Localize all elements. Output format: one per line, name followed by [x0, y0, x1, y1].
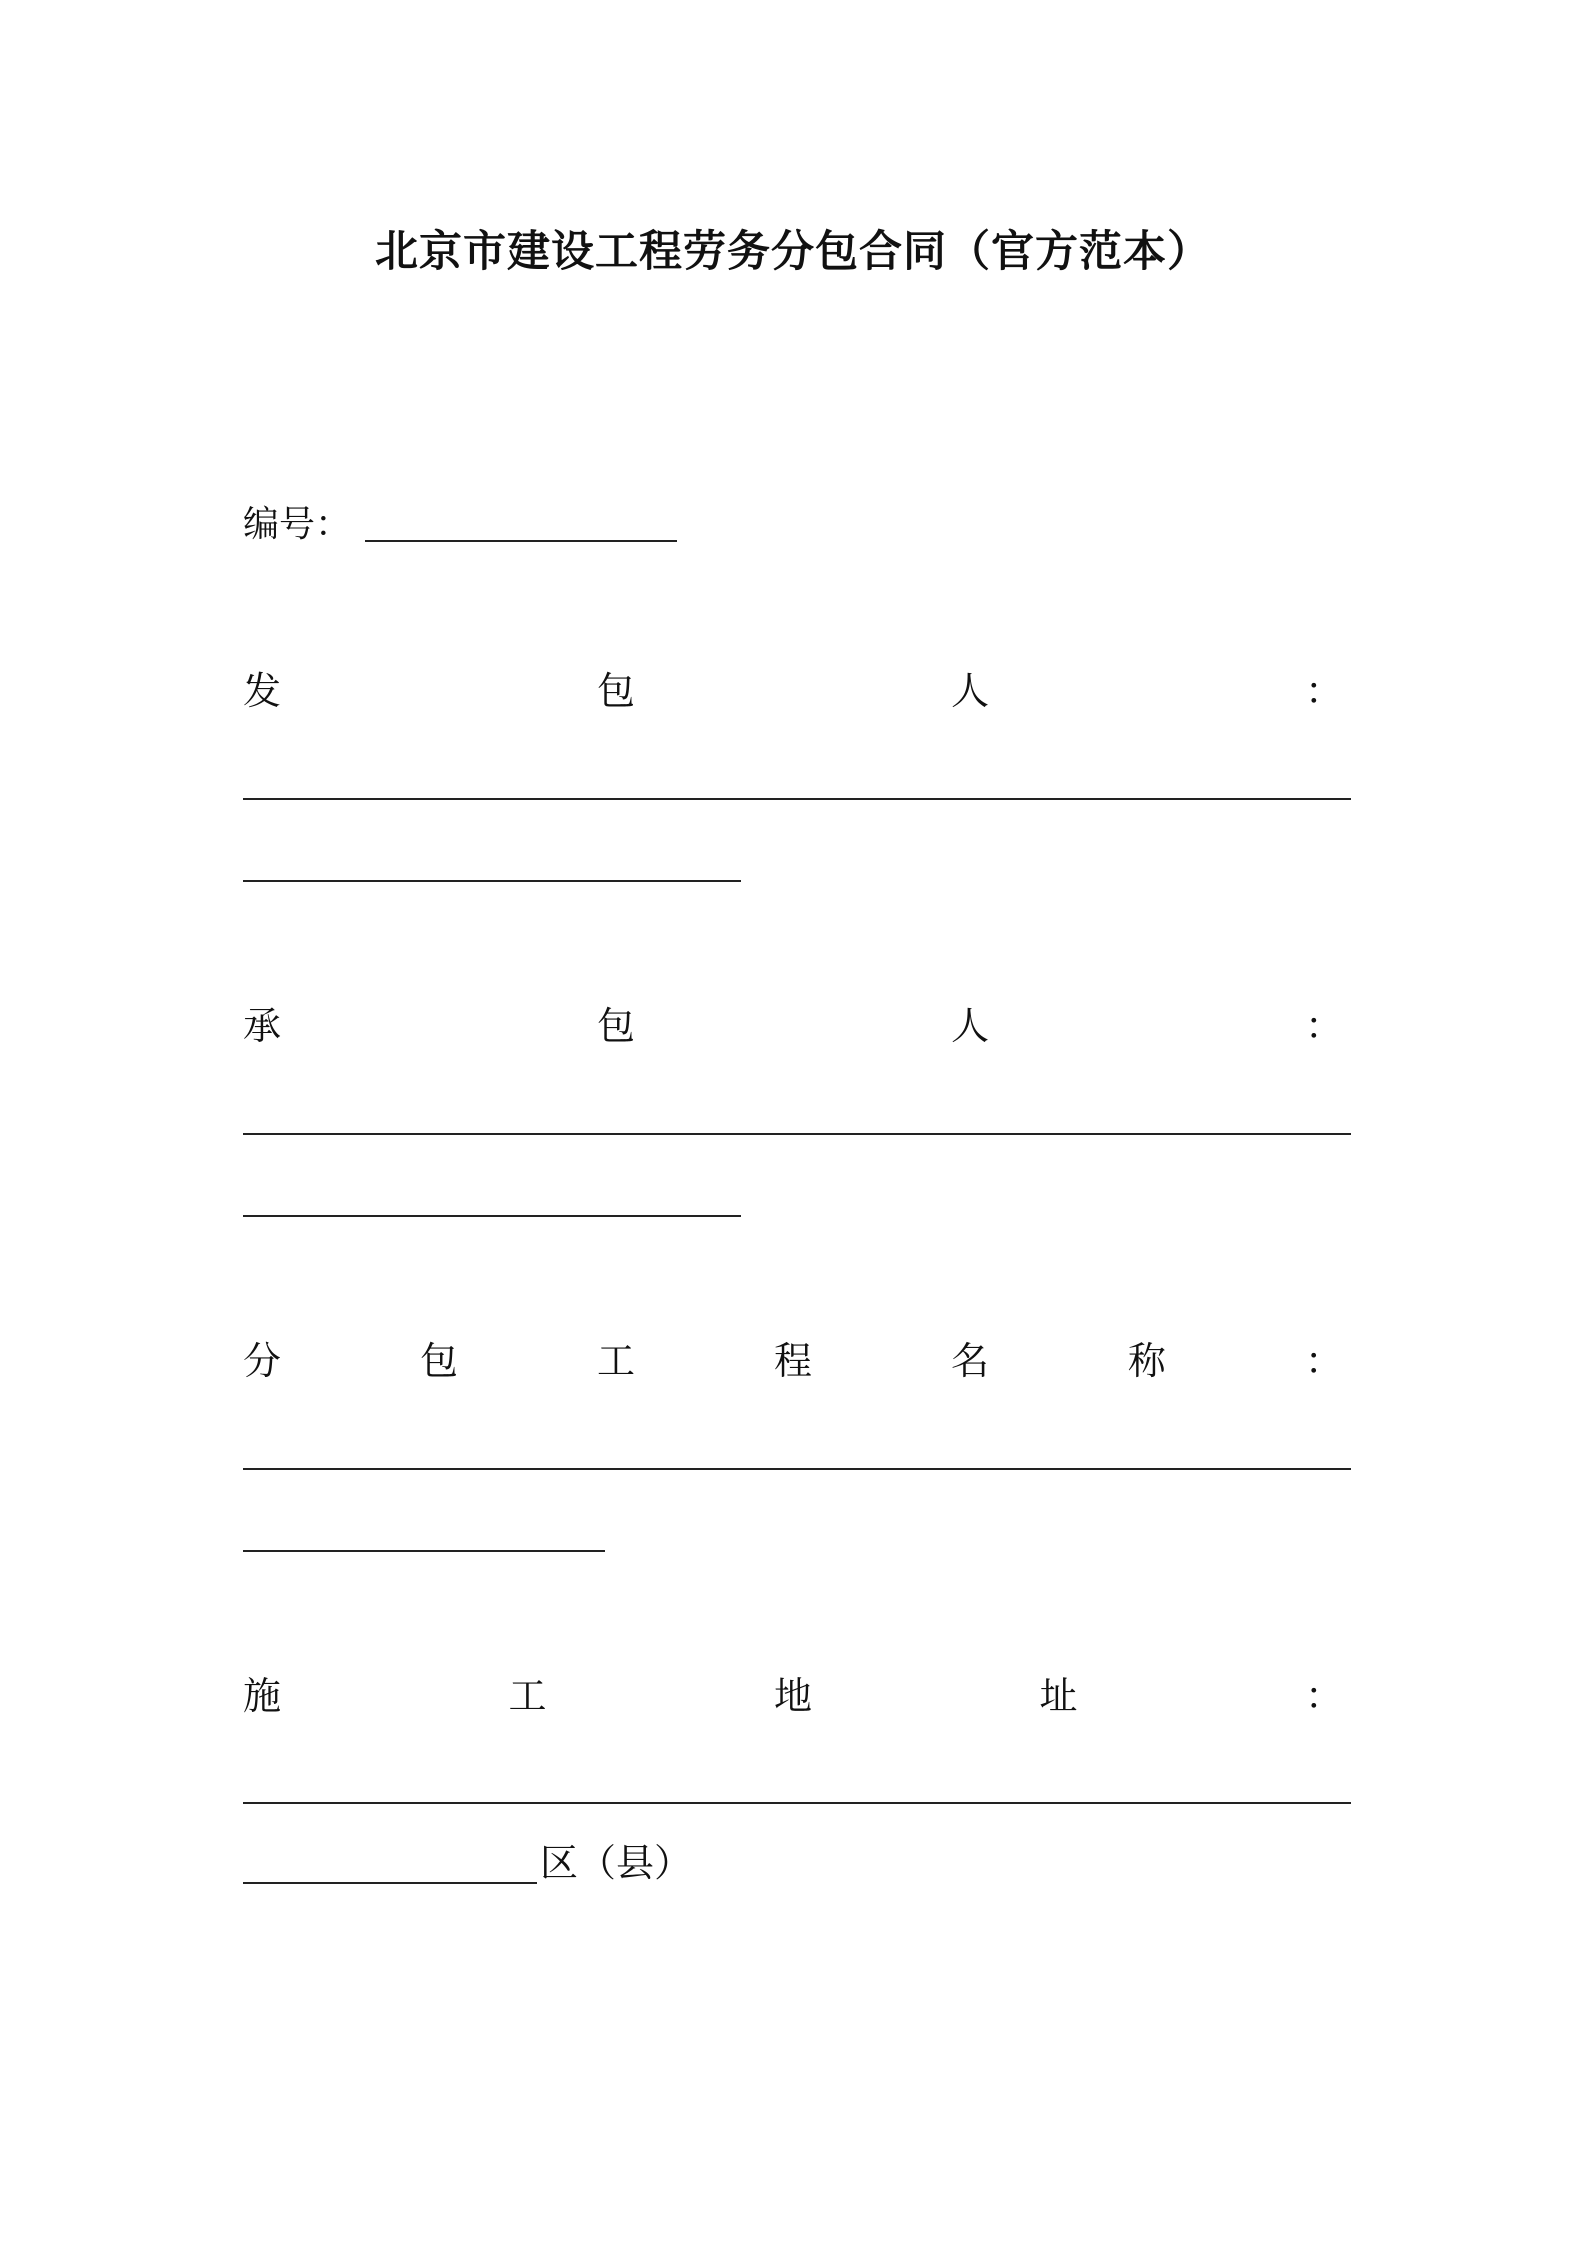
- project-name-blank-line-1[interactable]: [243, 1468, 1351, 1470]
- site-address-label-char: 址: [1039, 1673, 1078, 1718]
- employer-blank-line-2[interactable]: [243, 880, 741, 882]
- contractor-label-char: ：: [1304, 1003, 1343, 1048]
- site-address-blank-line-1[interactable]: [243, 1802, 1351, 1804]
- employer-label-char: 人: [950, 668, 989, 713]
- document-title: 北京市建设工程劳务分包合同（官方范本）: [375, 227, 1211, 277]
- project-name-label-char: ：: [1304, 1338, 1343, 1383]
- employer-label: [243, 662, 1343, 712]
- project-name-label-char: 分: [243, 1338, 282, 1383]
- contractor-blank-line-1[interactable]: [243, 1133, 1351, 1135]
- district-suffix: 区（县）: [540, 1841, 693, 1885]
- employer-blank-line-1[interactable]: [243, 798, 1351, 800]
- contractor-label-char: 承: [243, 1003, 282, 1048]
- employer-label-char: ：: [1304, 668, 1343, 713]
- contract-number-blank[interactable]: [365, 540, 677, 542]
- site-address-label: [243, 1667, 1343, 1717]
- site-address-label-char: 工: [508, 1673, 547, 1718]
- site-address-label-char: ：: [1304, 1673, 1343, 1718]
- contractor-label: [243, 997, 1343, 1047]
- project-name-blank-line-2[interactable]: [243, 1550, 605, 1552]
- site-address-blank-line-2[interactable]: [243, 1882, 537, 1884]
- employer-label-char: 发: [243, 668, 282, 713]
- employer-label-char: 包: [596, 668, 635, 713]
- project-name-label-char: 称: [1127, 1338, 1166, 1383]
- project-name-label-char: 名: [950, 1338, 989, 1383]
- contract-number-label: 编号：: [243, 504, 352, 545]
- site-address-label-char: 施: [243, 1673, 282, 1718]
- contractor-blank-line-2[interactable]: [243, 1215, 741, 1217]
- contract-number-row: [243, 498, 351, 548]
- site-address-label-char: 地: [773, 1673, 812, 1718]
- contractor-label-char: 包: [596, 1003, 635, 1048]
- contractor-label-char: 人: [950, 1003, 989, 1048]
- project-name-label-char: 包: [419, 1338, 458, 1383]
- project-name-label-char: 程: [773, 1338, 812, 1383]
- project-name-label-char: 工: [596, 1338, 635, 1383]
- project-name-label: [243, 1332, 1343, 1382]
